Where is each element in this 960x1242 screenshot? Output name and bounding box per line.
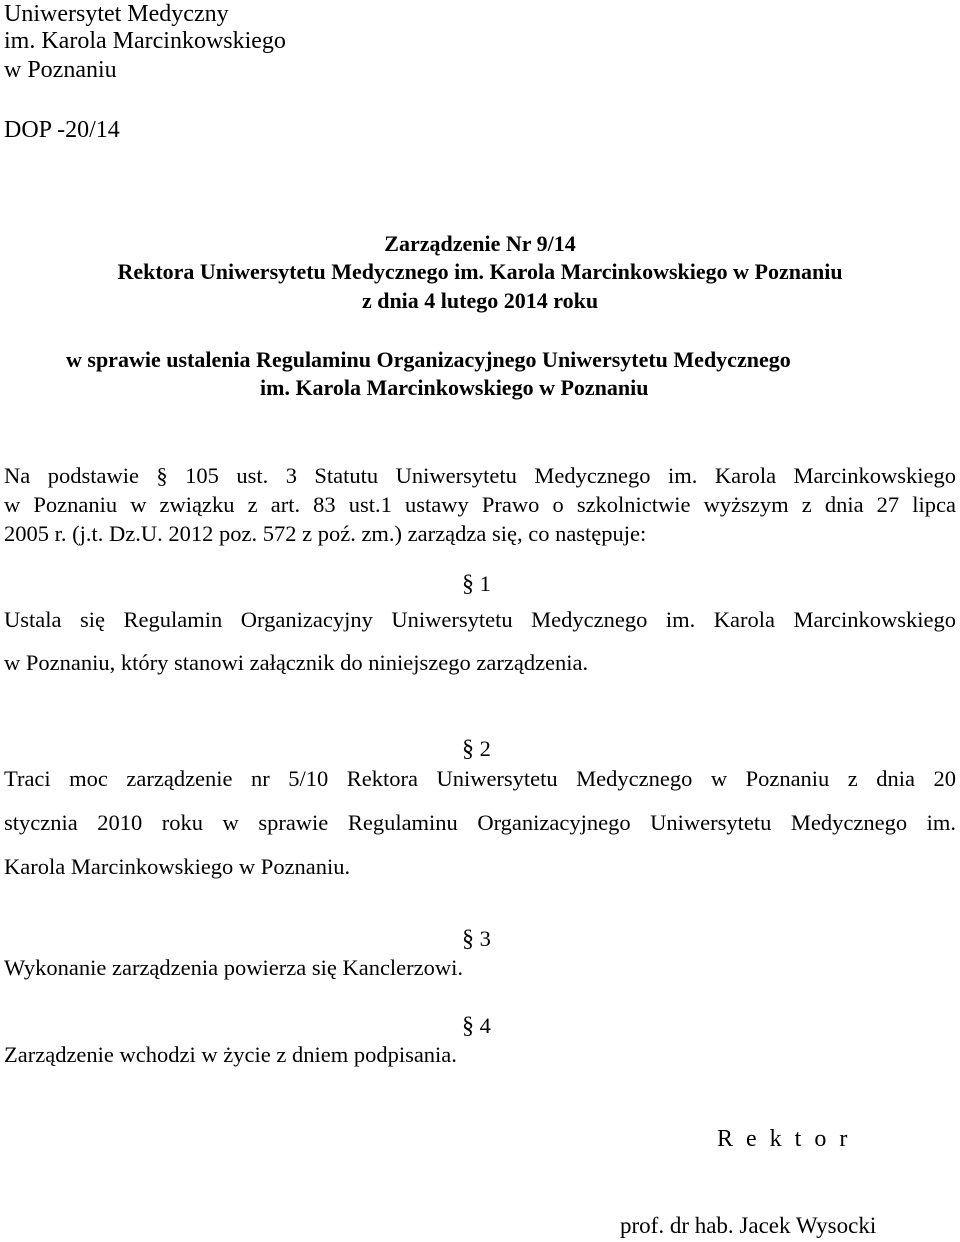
section-2-heading <box>462 735 491 763</box>
document-reference: DOP -20/14 <box>4 117 120 143</box>
order-subject-line1: w sprawie ustalenia Regulaminu Organizacyjnego Uniwersytetu Medycznego <box>66 347 791 372</box>
section-2-line3: Karola Marcinkowskiego w Poznaniu. <box>4 854 351 879</box>
section-number: 4 <box>479 1013 491 1038</box>
order-subject-line2: im. Karola Marcinkowskiego w Poznaniu <box>260 375 649 400</box>
section-1-line1: Ustala się Regulamin Organizacyjny Uniwersytetu Medycznego im. Karola Marcinkowskiego <box>4 607 956 632</box>
institution-name-line1: Uniwersytet Medyczny <box>4 1 229 27</box>
signatory-name: prof. dr hab. Jacek Wysocki <box>620 1213 877 1238</box>
section-number: 3 <box>479 926 491 951</box>
section-2-line2: stycznia 2010 roku w sprawie Regulaminu Organizacyjnego Uniwersytetu Medycznego im. <box>4 810 956 835</box>
institution-name-line2: im. Karola Marcinkowskiego <box>4 28 286 54</box>
paragraph-sign-icon: § <box>462 736 474 762</box>
section-4-heading <box>462 1012 491 1040</box>
preamble-line2: w Poznaniu w związku z art. 83 ust.1 ustawy Prawo o szkolnictwie wyższym z dnia 27 lipca <box>4 492 956 517</box>
paragraph-sign-icon: § <box>462 571 474 597</box>
order-date: z dnia 4 lutego 2014 roku <box>361 288 599 313</box>
order-title: Zarządzenie Nr 9/14 <box>384 231 576 256</box>
section-1-line2: w Poznaniu, który stanowi załącznik do niniejszego zarządzenia. <box>4 650 589 675</box>
paragraph-sign-icon: § <box>462 926 474 952</box>
preamble-line1: Na podstawie § 105 ust. 3 Statutu Uniwersytetu Medycznego im. Karola Marcinkowskiego <box>4 463 956 488</box>
preamble-line3: 2005 r. (j.t. Dz.U. 2012 poz. 572 z poź. zm.) zarządza się, co następuje: <box>4 521 647 546</box>
section-2-line1: Traci moc zarządzenie nr 5/10 Rektora Uniwersytetu Medycznego w Poznaniu z dnia 20 <box>4 766 956 791</box>
signatory-role: R e k t o r <box>717 1126 851 1152</box>
section-3-line1: Wykonanie zarządzenia powierza się Kanclerzowi. <box>4 955 464 980</box>
order-issuer: Rektora Uniwersytetu Medycznego im. Karola Marcinkowskiego w Poznaniu <box>117 259 843 284</box>
paragraph-sign-icon: § <box>462 1013 474 1039</box>
section-number: 1 <box>479 571 491 596</box>
section-4-line1: Zarządzenie wchodzi w życie z dniem podpisania. <box>4 1042 457 1067</box>
section-3-heading <box>462 925 491 953</box>
section-number: 2 <box>479 736 491 761</box>
institution-name-line3: w Poznaniu <box>4 57 117 83</box>
section-1-heading <box>462 570 491 598</box>
